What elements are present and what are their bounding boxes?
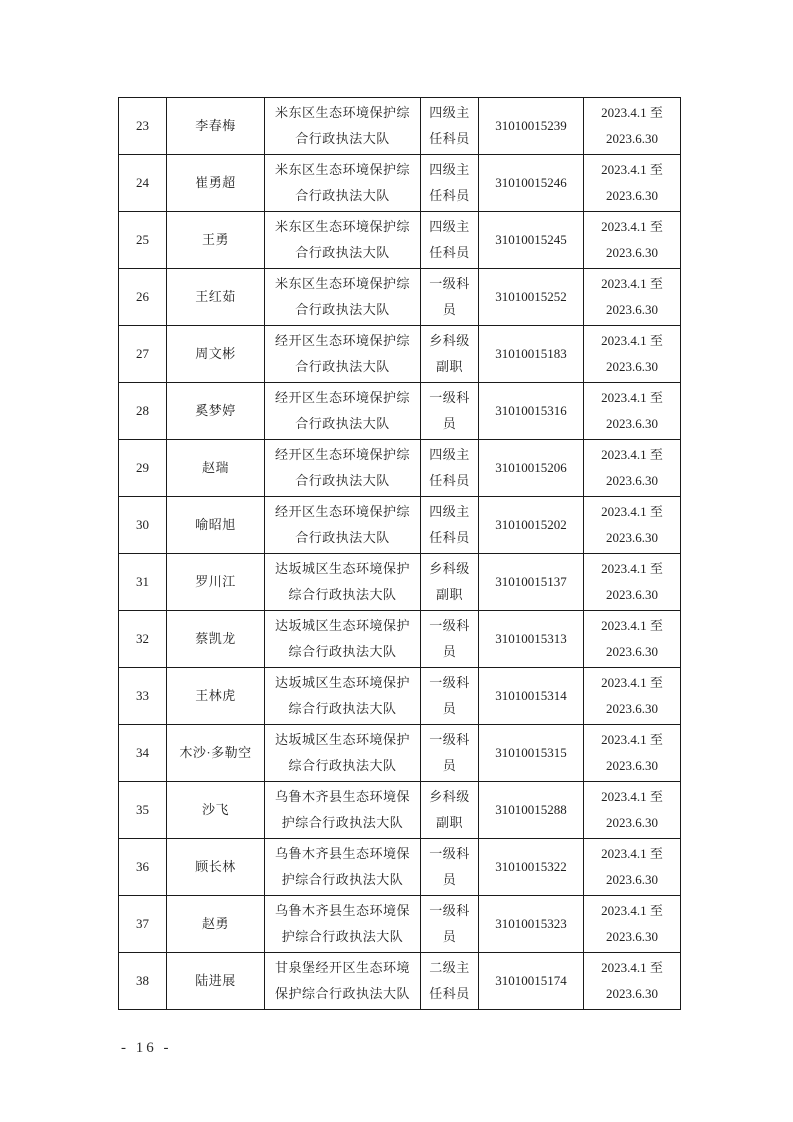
position-title: 一级科员 [421, 839, 479, 896]
organization-name: 达坂城区生态环境保护综合行政执法大队 [265, 668, 421, 725]
row-index: 32 [119, 611, 167, 668]
table-row [119, 269, 681, 326]
validity-period: 2023.4.1 至 2023.6.30 [584, 383, 681, 440]
row-index: 23 [119, 98, 167, 155]
position-title: 四级主任科员 [421, 440, 479, 497]
table-row [119, 611, 681, 668]
validity-period: 2023.4.1 至 2023.6.30 [584, 98, 681, 155]
row-index: 33 [119, 668, 167, 725]
position-title: 四级主任科员 [421, 98, 479, 155]
officer-name: 喻昭旭 [167, 497, 265, 554]
officer-name: 周文彬 [167, 326, 265, 383]
row-index: 25 [119, 212, 167, 269]
page-number: - 16 - [121, 1040, 172, 1056]
row-index: 31 [119, 554, 167, 611]
validity-period: 2023.4.1 至 2023.6.30 [584, 326, 681, 383]
certificate-number: 31010015137 [479, 554, 584, 611]
organization-name: 米东区生态环境保护综合行政执法大队 [265, 155, 421, 212]
officer-name: 赵瑞 [167, 440, 265, 497]
organization-name: 达坂城区生态环境保护综合行政执法大队 [265, 725, 421, 782]
table-row [119, 440, 681, 497]
officer-name: 李春梅 [167, 98, 265, 155]
row-index: 38 [119, 953, 167, 1010]
officers-table-body [119, 98, 681, 1010]
validity-period: 2023.4.1 至 2023.6.30 [584, 212, 681, 269]
certificate-number: 31010015206 [479, 440, 584, 497]
organization-name: 达坂城区生态环境保护综合行政执法大队 [265, 611, 421, 668]
table-row [119, 668, 681, 725]
officer-name: 赵勇 [167, 896, 265, 953]
organization-name: 米东区生态环境保护综合行政执法大队 [265, 98, 421, 155]
position-title: 四级主任科员 [421, 497, 479, 554]
validity-period: 2023.4.1 至 2023.6.30 [584, 725, 681, 782]
organization-name: 经开区生态环境保护综合行政执法大队 [265, 383, 421, 440]
certificate-number: 31010015246 [479, 155, 584, 212]
officer-name: 陆进展 [167, 953, 265, 1010]
officer-name: 沙飞 [167, 782, 265, 839]
table-row [119, 98, 681, 155]
organization-name: 米东区生态环境保护综合行政执法大队 [265, 269, 421, 326]
organization-name: 乌鲁木齐县生态环境保护综合行政执法大队 [265, 896, 421, 953]
certificate-number: 31010015288 [479, 782, 584, 839]
table-row [119, 725, 681, 782]
row-index: 24 [119, 155, 167, 212]
table-row [119, 155, 681, 212]
row-index: 37 [119, 896, 167, 953]
validity-period: 2023.4.1 至 2023.6.30 [584, 668, 681, 725]
table-row [119, 212, 681, 269]
certificate-number: 31010015202 [479, 497, 584, 554]
row-index: 34 [119, 725, 167, 782]
certificate-number: 31010015322 [479, 839, 584, 896]
officer-name: 蔡凯龙 [167, 611, 265, 668]
certificate-number: 31010015316 [479, 383, 584, 440]
position-title: 一级科员 [421, 383, 479, 440]
position-title: 一级科员 [421, 725, 479, 782]
certificate-number: 31010015174 [479, 953, 584, 1010]
row-index: 28 [119, 383, 167, 440]
officers-table [118, 97, 681, 1010]
position-title: 一级科员 [421, 611, 479, 668]
row-index: 29 [119, 440, 167, 497]
organization-name: 米东区生态环境保护综合行政执法大队 [265, 212, 421, 269]
organization-name: 经开区生态环境保护综合行政执法大队 [265, 440, 421, 497]
officer-name: 王林虎 [167, 668, 265, 725]
position-title: 四级主任科员 [421, 155, 479, 212]
table-row [119, 953, 681, 1010]
position-title: 乡科级副职 [421, 554, 479, 611]
position-title: 一级科员 [421, 269, 479, 326]
position-title: 二级主任科员 [421, 953, 479, 1010]
row-index: 30 [119, 497, 167, 554]
officer-name: 顾长林 [167, 839, 265, 896]
position-title: 一级科员 [421, 896, 479, 953]
validity-period: 2023.4.1 至 2023.6.30 [584, 782, 681, 839]
organization-name: 乌鲁木齐县生态环境保护综合行政执法大队 [265, 839, 421, 896]
validity-period: 2023.4.1 至 2023.6.30 [584, 953, 681, 1010]
row-index: 26 [119, 269, 167, 326]
organization-name: 乌鲁木齐县生态环境保护综合行政执法大队 [265, 782, 421, 839]
officer-name: 罗川江 [167, 554, 265, 611]
table-row [119, 896, 681, 953]
validity-period: 2023.4.1 至 2023.6.30 [584, 440, 681, 497]
table-row [119, 839, 681, 896]
officer-name: 王勇 [167, 212, 265, 269]
certificate-number: 31010015314 [479, 668, 584, 725]
position-title: 四级主任科员 [421, 212, 479, 269]
certificate-number: 31010015183 [479, 326, 584, 383]
row-index: 35 [119, 782, 167, 839]
certificate-number: 31010015252 [479, 269, 584, 326]
officer-name: 崔勇超 [167, 155, 265, 212]
organization-name: 经开区生态环境保护综合行政执法大队 [265, 326, 421, 383]
officer-name: 奚梦婷 [167, 383, 265, 440]
certificate-number: 31010015323 [479, 896, 584, 953]
row-index: 36 [119, 839, 167, 896]
officer-name: 王红茹 [167, 269, 265, 326]
certificate-number: 31010015315 [479, 725, 584, 782]
certificate-number: 31010015239 [479, 98, 584, 155]
organization-name: 达坂城区生态环境保护综合行政执法大队 [265, 554, 421, 611]
validity-period: 2023.4.1 至 2023.6.30 [584, 269, 681, 326]
validity-period: 2023.4.1 至 2023.6.30 [584, 554, 681, 611]
validity-period: 2023.4.1 至 2023.6.30 [584, 155, 681, 212]
officer-name: 木沙·多勒空 [167, 725, 265, 782]
position-title: 一级科员 [421, 668, 479, 725]
validity-period: 2023.4.1 至 2023.6.30 [584, 611, 681, 668]
certificate-number: 31010015313 [479, 611, 584, 668]
organization-name: 经开区生态环境保护综合行政执法大队 [265, 497, 421, 554]
table-row [119, 554, 681, 611]
table-row [119, 383, 681, 440]
validity-period: 2023.4.1 至 2023.6.30 [584, 839, 681, 896]
validity-period: 2023.4.1 至 2023.6.30 [584, 896, 681, 953]
position-title: 乡科级副职 [421, 782, 479, 839]
certificate-number: 31010015245 [479, 212, 584, 269]
table-row [119, 782, 681, 839]
position-title: 乡科级副职 [421, 326, 479, 383]
row-index: 27 [119, 326, 167, 383]
validity-period: 2023.4.1 至 2023.6.30 [584, 497, 681, 554]
organization-name: 甘泉堡经开区生态环境保护综合行政执法大队 [265, 953, 421, 1010]
table-row [119, 497, 681, 554]
table-row [119, 326, 681, 383]
